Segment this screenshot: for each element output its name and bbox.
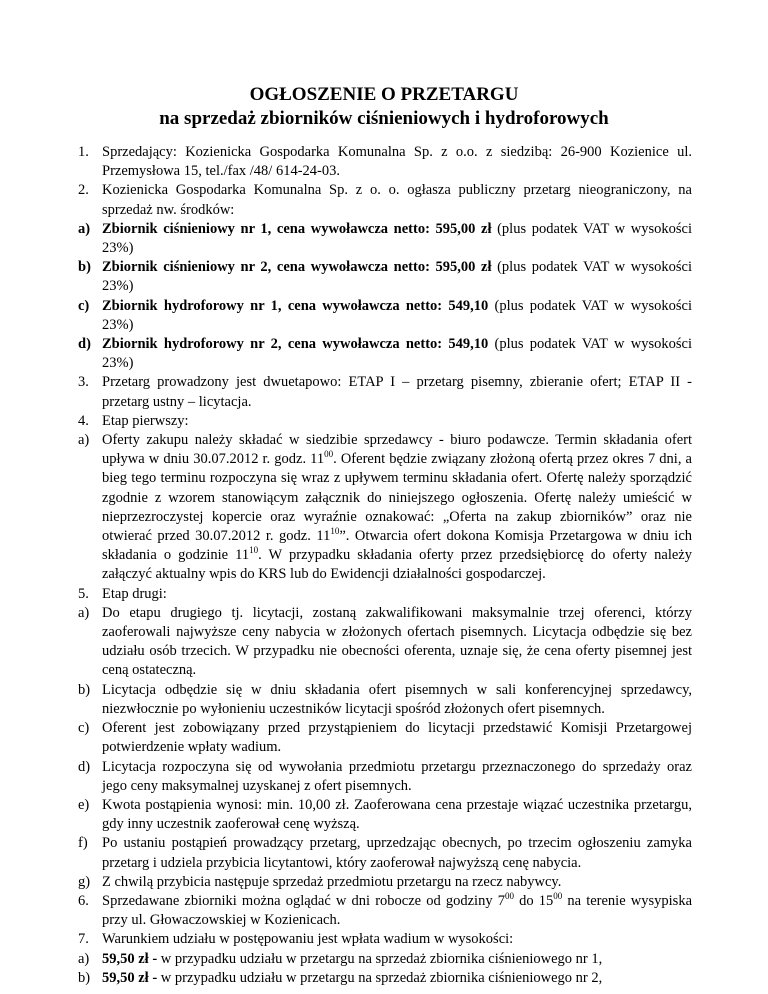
list-item bbox=[78, 969, 692, 988]
list-marker: b) bbox=[78, 259, 91, 276]
list-item-text: Przetarg prowadzony jest dwuetapowo: ETAP I – przetarg pisemny, zbieranie ofert; ETAP II - przetarg ustny – licytacja. bbox=[102, 374, 692, 410]
bold-text: 59,50 zł - bbox=[102, 969, 158, 986]
list-item-text: Warunkiem udziału w postępowaniu jest wpłata wadium w wysokości: bbox=[102, 931, 514, 948]
bold-text: Zbiornik ciśnieniowy nr 1, cena wywoławcza netto: 595,00 zł bbox=[102, 220, 492, 237]
list-item bbox=[78, 681, 692, 719]
list-marker: e) bbox=[78, 796, 90, 813]
list-item bbox=[78, 373, 692, 411]
list-marker: b) bbox=[78, 969, 91, 986]
superscript-minutes: 00 bbox=[324, 449, 334, 460]
list-item bbox=[78, 585, 692, 604]
list-item-text: Zbiornik hydroforowy nr 2, cena wywoławcza netto: 549,10 (plus podatek VAT w wysokości 23%) bbox=[102, 336, 692, 372]
superscript-minutes: 10 bbox=[249, 545, 259, 556]
list-marker: 6. bbox=[78, 892, 89, 909]
list-item-text: Sprzedawane zbiorniki można oglądać w dni robocze od godziny $7^{00}$ do $15^{00}$ na terenie wysypiska przy ul. Głowaczowskiej w Kozienicach. bbox=[102, 890, 693, 929]
list-marker: a) bbox=[78, 604, 90, 621]
bold-text: Zbiornik hydroforowy nr 2, cena wywoławcza netto: 549,10 bbox=[102, 336, 489, 353]
announcement-title: OGŁOSZENIE O PRZETARGU bbox=[249, 84, 519, 105]
list-item-text: Etap drugi: bbox=[102, 585, 167, 602]
list-item-text: Z chwilą przybicia następuje sprzedaż przedmiotu przetargu na rzecz nabywcy. bbox=[102, 873, 562, 890]
list-item bbox=[78, 950, 692, 969]
list-marker: 4. bbox=[78, 412, 89, 429]
list-item bbox=[78, 220, 692, 258]
list-item-text: Licytacja odbędzie się w dniu składania ofert pisemnych w sali konferencyjnej sprzedawcy, niezwłocznie po wyłonieniu uczestników licytacji spośród złożonych ofert pisemnych. bbox=[102, 681, 692, 717]
list-item-text: Po ustaniu postąpień prowadzący przetarg, uprzedzając obecnych, po trzecim ogłoszeniu zamyka przetarg i udziela przybicia licytantowi, który zaoferował najwyższą cenę nabycia. bbox=[102, 835, 692, 871]
list-item-text: Oferent jest zobowiązany przed przystąpieniem do licytacji przedstawić Komisji Przetargowej potwierdzenie wpłaty wadium. bbox=[102, 720, 692, 756]
list-item-text: Zbiornik ciśnieniowy nr 2, cena wywoławcza netto: 595,00 zł (plus podatek VAT w wysokości 23%) bbox=[102, 259, 692, 295]
superscript-minutes: 10 bbox=[330, 526, 340, 537]
list-item bbox=[78, 258, 692, 296]
list-item-text: Do etapu drugiego tj. licytacji, zostaną zakwalifikowani maksymalnie trzej oferenci, którzy zaoferowali najwyższe ceny nabycia w złożonych ofertach pisemnych. Licytacja odbędzie się bez udziału osób trzecich. W przypadku nie obecności oferenta, uznaje się, że cena oferty pisemnej jest ceną ostateczną. bbox=[102, 604, 692, 679]
list-marker: c) bbox=[78, 720, 90, 737]
list-item bbox=[78, 412, 692, 431]
list-item bbox=[78, 604, 692, 681]
list-marker: a) bbox=[78, 432, 90, 449]
list-item-text: Kwota postąpienia wynosi: min. 10,00 zł. Zaoferowana cena przestaje wiązać uczestnika przetargu, gdy inny uczestnik zaoferował cenę wyższą. bbox=[102, 796, 692, 833]
list-item-text: Sprzedający: Kozienicka Gospodarka Komunalna Sp. z o.o. z siedzibą: 26-900 Kozienice ul. Przemysłowa 15, tel./fax /48/ 614-24-03. bbox=[102, 144, 692, 180]
list-item-text: 59,50 zł - w przypadku udziału w przetargu na sprzedaż zbiornika ciśnieniowego nr 1, bbox=[102, 950, 603, 967]
list-marker: 7. bbox=[78, 931, 89, 948]
list-item-text: Kozienicka Gospodarka Komunalna Sp. z o. o. ogłasza publiczny przetarg nieograniczony, na sprzedaż nw. środków: bbox=[102, 182, 692, 218]
list-marker: f) bbox=[78, 835, 88, 852]
superscript-minutes: 00 bbox=[553, 890, 563, 901]
bold-text: Zbiornik ciśnieniowy nr 2, cena wywoławcza netto: 595,00 zł bbox=[102, 259, 492, 276]
list-marker: g) bbox=[78, 873, 91, 890]
list-item-text: Licytacja rozpoczyna się od wywołania przedmiotu przetargu przeznaczonego do sprzedaży oraz jego ceny maksymalnej uzyskanej z ofert pisemnych. bbox=[102, 758, 692, 794]
list-item bbox=[78, 758, 692, 796]
list-item bbox=[78, 719, 692, 757]
list-item bbox=[78, 297, 692, 335]
list-item bbox=[78, 431, 692, 585]
list-item bbox=[78, 796, 692, 834]
list-item bbox=[78, 834, 692, 872]
list-marker: d) bbox=[78, 758, 91, 775]
list-item-text: 59,50 zł - w przypadku udziału w przetargu na sprzedaż zbiornika ciśnieniowego nr 2, bbox=[102, 969, 603, 986]
list-item bbox=[78, 335, 692, 373]
list-item bbox=[78, 892, 692, 930]
list-item-text: Zbiornik ciśnieniowy nr 1, cena wywoławcza netto: 595,00 zł (plus podatek VAT w wysokości 23%) bbox=[102, 220, 692, 257]
list-marker: a) bbox=[78, 220, 91, 237]
list-item bbox=[78, 181, 692, 219]
list-item-text: Zbiornik hydroforowy nr 1, cena wywoławcza netto: 549,10 (plus podatek VAT w wysokości 23%) bbox=[102, 297, 692, 333]
terms-list bbox=[78, 143, 692, 988]
list-marker: 3. bbox=[78, 374, 89, 391]
list-marker: a) bbox=[78, 950, 90, 967]
list-marker: c) bbox=[78, 297, 90, 314]
list-marker: 5. bbox=[78, 585, 89, 602]
list-marker: d) bbox=[78, 336, 91, 353]
bold-text: Zbiornik hydroforowy nr 1, cena wywoławcza netto: 549,10 bbox=[102, 297, 489, 314]
superscript-minutes: 00 bbox=[504, 890, 514, 901]
list-marker: 1. bbox=[78, 144, 89, 160]
list-item bbox=[78, 143, 692, 181]
list-item-text: Oferty zakupu należy składać w siedzibie sprzedawcy - biuro podawcze. Termin składania ofert upływa w dniu 30.07.2012 r. godz. $11^{00}$. Oferent będzie związany złożoną ofertą przez okres 7 dni, a bieg tego terminu rozpoczyna się wraz z upływem terminu składania ofert. Ofertę należy sporządzić zgodnie z wzorem stanowiącym załącznik do niniejszego ogłoszenia. Ofertę należy umieścić w nieprzezroczystej kopercie oraz wyraźnie oznakować: „Oferta na zakup zbiorników” oraz nie otwierać przed 30.07.2012 r. godz. $11^{10}$”. Otwarcia ofert dokona Komisja Przetargowa w dniu ich składania o godzinie $11^{10}$. W przypadku składania oferty przez przedsiębiorcę do oferty należy załączyć aktualny wpis do KRS lub do Ewidencji działalności gospodarczej. bbox=[102, 432, 693, 583]
list-marker: 2. bbox=[78, 182, 89, 199]
list-marker: b) bbox=[78, 681, 91, 698]
list-item bbox=[78, 930, 692, 949]
announcement-subtitle: na sprzedaż zbiorników ciśnieniowych i hydroforowych bbox=[159, 108, 609, 129]
list-item-text: Etap pierwszy: bbox=[102, 412, 189, 429]
list-item bbox=[78, 873, 692, 892]
bold-text: 59,50 zł - bbox=[102, 950, 158, 967]
